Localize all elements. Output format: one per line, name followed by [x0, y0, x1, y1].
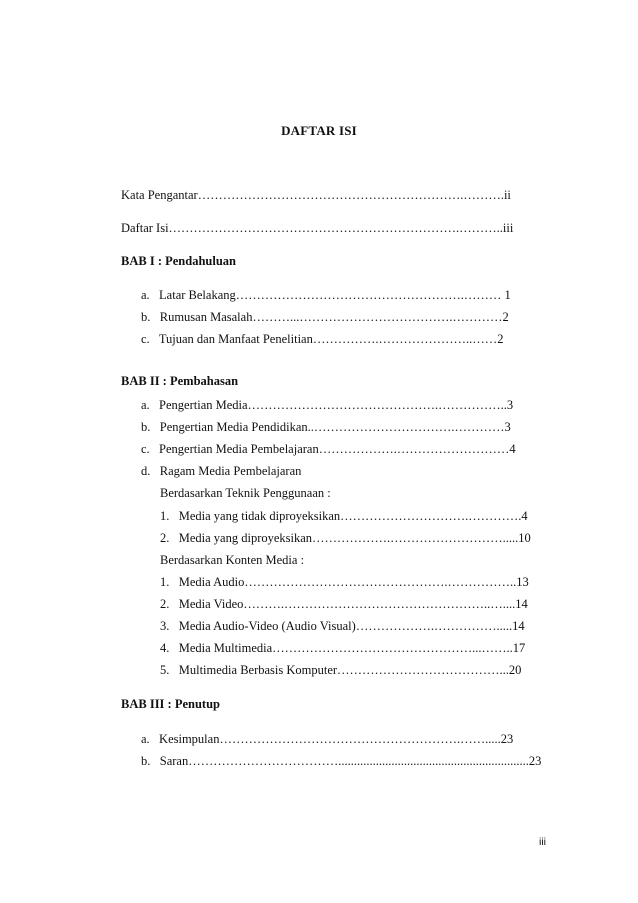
page-title: DAFTAR ISI	[281, 123, 357, 138]
toc-entry-tujuan-manfaat: c. Tujuan dan Manfaat Penelitian…………….…………………..……2	[141, 332, 504, 346]
bab-1-heading: BAB I : Pendahuluan	[121, 254, 236, 268]
toc-entry-pengertian-media: a. Pengertian Media……………………………………….……………..3	[141, 398, 514, 412]
toc-entry-media-pendidikan: b. Pengertian Media Pendidikan..…………………………….…………3	[141, 420, 511, 434]
toc-entry-ragam-media: d. Ragam Media Pembelajaran	[141, 464, 302, 478]
toc-entry-saran: b. Saran……………………………….............................................................23	[141, 754, 542, 768]
toc-entry-media-audio: 1. Media Audio………………………………………….……………..13	[160, 575, 529, 589]
toc-entry-media-video: 2. Media Video……….…………………………………………..…....14	[160, 597, 528, 611]
toc-entry-media-pembelajaran: c. Pengertian Media Pembelajaran……………….………………………4	[141, 442, 516, 456]
toc-entry-daftar-isi: Daftar Isi…………………………………………………………….………..iii	[121, 221, 514, 235]
toc-entry-kata-pengantar: Kata Pengantar……………………………………………………….……….ii	[121, 188, 511, 202]
toc-entry-diproyeksikan: 2. Media yang diproyeksikan……………….……………………….....10	[160, 531, 531, 545]
toc-subheading-teknik: Berdasarkan Teknik Penggunaan :	[160, 486, 331, 500]
toc-entry-media-audio-video: 3. Media Audio-Video (Audio Visual)……………….…………….....14	[160, 619, 525, 633]
toc-entry-latar-belakang: a. Latar Belakang……………………………………………….……… 1	[141, 288, 511, 302]
bab-2-heading: BAB II : Pembahasan	[121, 374, 239, 388]
toc-entry-kesimpulan: a. Kesimpulan………………………………………………….…….....23	[141, 732, 514, 746]
toc-entry-tidak-diproyeksikan: 1. Media yang tidak diproyeksikan………………………….………….4	[160, 509, 528, 523]
page-number: iii	[539, 836, 546, 848]
toc-entry-multimedia-komputer: 5. Multimedia Berbasis Komputer…………………………………...20	[160, 663, 522, 677]
toc-entry-rumusan-masalah: b. Rumusan Masalah………...……………………………….…………2	[141, 310, 509, 324]
bab-3-heading: BAB III : Penutup	[121, 697, 220, 711]
toc-subheading-konten: Berdasarkan Konten Media :	[160, 553, 305, 567]
toc-entry-media-multimedia: 4. Media Multimedia…………………………………………...……..17	[160, 641, 526, 655]
